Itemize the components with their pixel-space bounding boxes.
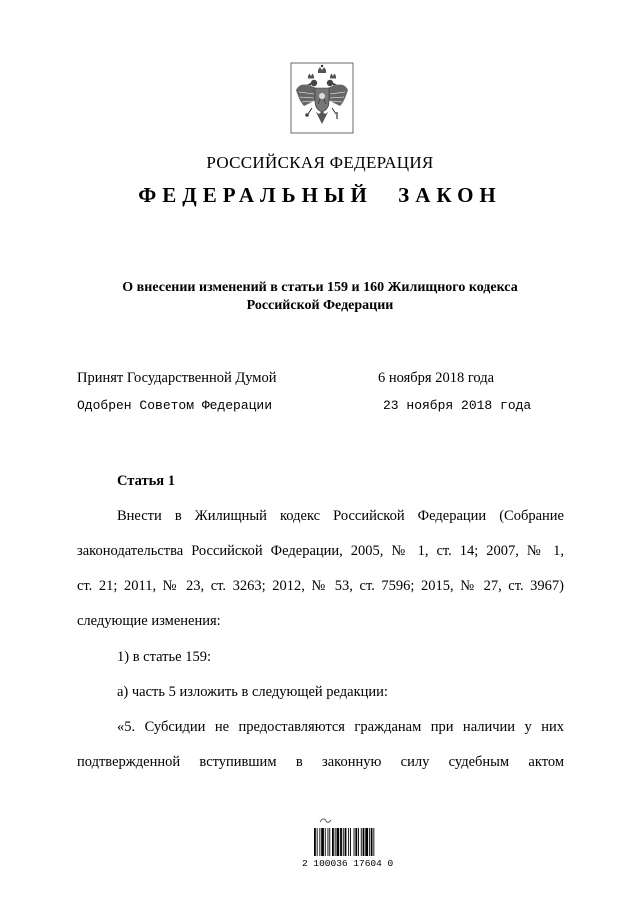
duma-date: 6 ноября 2018 года xyxy=(378,370,495,386)
barcode-bar xyxy=(369,828,370,856)
document-type: ФЕДЕРАЛЬНЫЙ ЗАКОН xyxy=(138,183,502,207)
barcode-bar xyxy=(325,828,326,856)
article-line-5: 1) в статье 159: xyxy=(117,649,211,665)
russian-coat-of-arms-icon xyxy=(290,62,354,134)
barcode-bar xyxy=(314,828,316,856)
barcode-bar xyxy=(337,828,340,856)
barcode-bar xyxy=(348,828,349,856)
barcode-bar xyxy=(365,828,368,856)
country-name: РОССИЙСКАЯ ФЕДЕРАЦИЯ xyxy=(206,153,434,172)
article-heading: Статья 1 xyxy=(117,473,175,489)
barcode-bar xyxy=(361,828,362,856)
article-line-1: Внести в Жилищный кодекс Российской Федерации (Собрание xyxy=(117,508,564,524)
article-line-2: законодательства Российской Федерации, 2005, № 1, ст. 14; 2007, № 1, xyxy=(77,543,564,559)
barcode-bar xyxy=(328,828,329,856)
barcode-bar xyxy=(350,828,351,856)
law-title xyxy=(60,279,580,315)
barcode-bar xyxy=(355,828,357,856)
duma-label: Принят Государственной Думой xyxy=(77,370,277,386)
federation-date: 23 ноября 2018 года xyxy=(383,398,532,413)
federation-label: Одобрен Советом Федерации xyxy=(77,398,273,413)
barcode-bar xyxy=(358,828,359,856)
article-line-8: подтвержденной вступившим в законную силу судебным актом xyxy=(77,754,564,770)
barcode-bar xyxy=(340,828,342,856)
article-line-4: следующие изменения: xyxy=(77,613,221,629)
law-title-line-1: О внесении изменений в статьи 159 и 160 Жилищного кодекса xyxy=(122,280,518,295)
barcode-bar xyxy=(317,828,318,856)
barcode-bar xyxy=(373,828,374,856)
barcode-bar xyxy=(335,828,336,856)
barcode-bar xyxy=(354,828,355,856)
barcode-bar xyxy=(343,828,344,856)
barcode-number: 2 100036 17604 0 xyxy=(302,858,394,869)
law-title-line-2: Российской Федерации xyxy=(246,298,394,313)
article-line-6: а) часть 5 изложить в следующей редакции: xyxy=(117,684,388,700)
barcode-bar xyxy=(332,828,334,856)
barcode-bar xyxy=(321,828,324,856)
barcode-bar xyxy=(329,828,330,856)
article-line-3: ст. 21; 2011, № 23, ст. 3263; 2012, № 53, ст. 7596; 2015, № 27, ст. 3967) xyxy=(77,578,564,594)
barcode-bar xyxy=(371,828,373,856)
barcode-bar xyxy=(345,828,347,856)
barcode-bar xyxy=(319,828,320,856)
barcode-bar xyxy=(363,828,365,856)
article-line-7: «5. Субсидии не предоставляются гражданам при наличии у них xyxy=(117,719,564,735)
